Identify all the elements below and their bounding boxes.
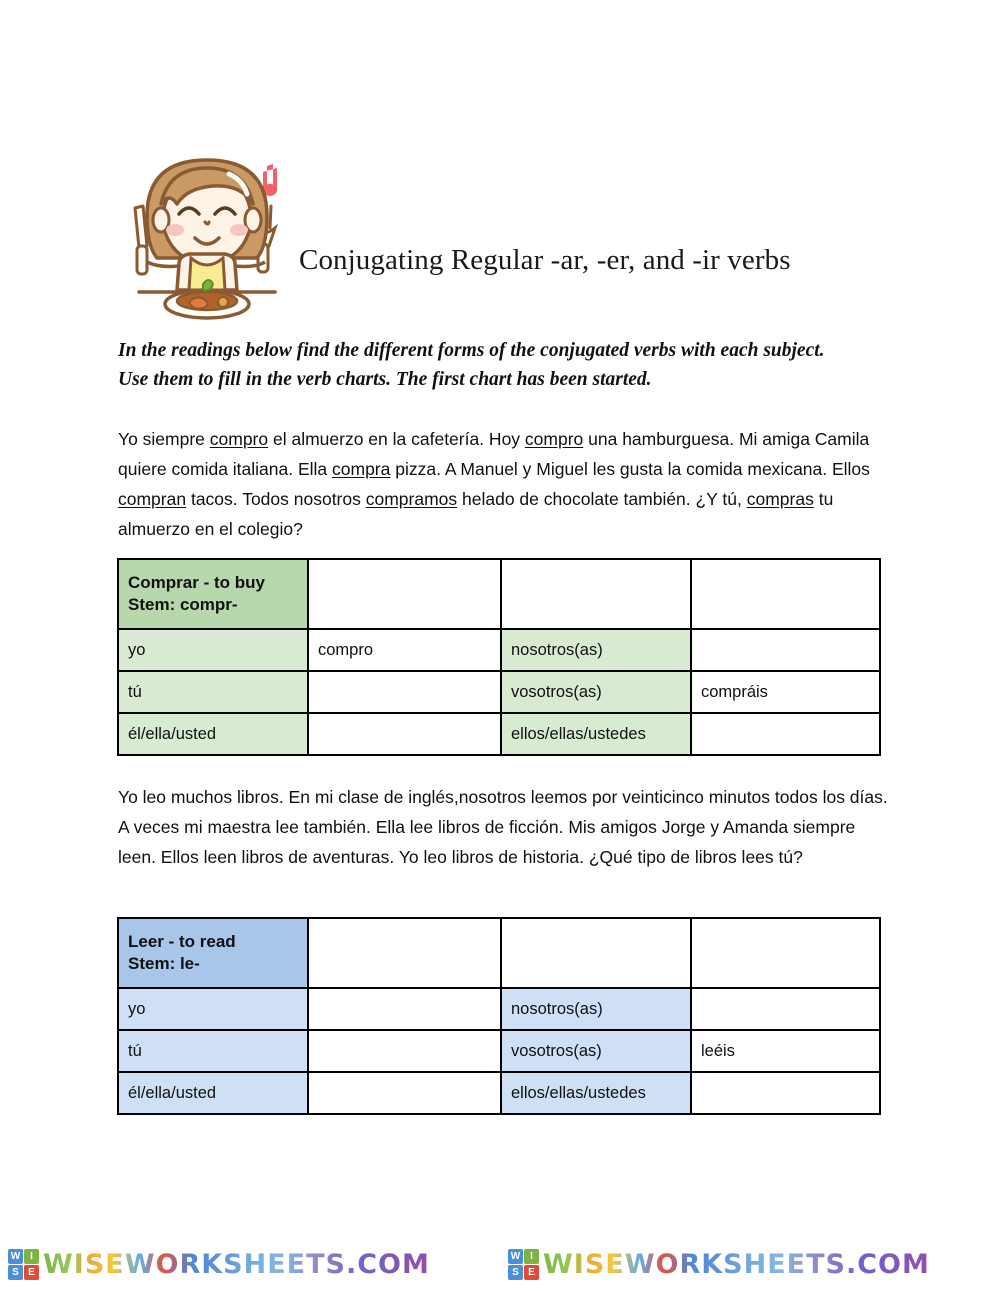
underlined-verb: compra	[332, 459, 391, 479]
logo-letter: W	[8, 1249, 23, 1264]
header-blank-cell[interactable]	[308, 559, 501, 629]
logo-letter: E	[524, 1265, 539, 1280]
header-blank-cell[interactable]	[501, 559, 691, 629]
subject-cell-vosotros: vosotros(as)	[501, 1030, 691, 1072]
subject-cell-yo: yo	[118, 988, 308, 1030]
instructions-text: In the readings below find the different forms of the conjugated verbs with each subject. Use them to fill in the verb charts. The first chart has been started.	[118, 340, 825, 390]
watermark-text: WISEWORKSHEETS.COM	[543, 1249, 930, 1280]
answer-cell-tu[interactable]	[308, 1030, 501, 1072]
subject-cell-el-ella-usted: él/ella/usted	[118, 1072, 308, 1114]
worksheet-header	[117, 142, 879, 327]
answer-cell-nosotros[interactable]	[691, 988, 880, 1030]
logo-letter: I	[24, 1249, 39, 1264]
watermark-text: WISEWORKSHEETS.COM	[43, 1249, 430, 1280]
verb-stem-line: Stem: compr-	[128, 595, 238, 614]
table-row	[118, 629, 880, 671]
verb-chart-title-cell	[118, 918, 308, 988]
footer-watermark	[0, 1238, 1000, 1291]
header-blank-cell[interactable]	[308, 918, 501, 988]
subject-cell-yo: yo	[118, 629, 308, 671]
logo-letter: I	[524, 1249, 539, 1264]
table-row	[118, 1030, 880, 1072]
answer-cell-yo[interactable]	[308, 988, 501, 1030]
header-blank-cell[interactable]	[691, 559, 880, 629]
passage-text: helado de chocolate también. ¿Y tú,	[457, 489, 747, 509]
passage-text: Yo leo muchos libros. En mi clase de inglés,nosotros leemos por veinticinco minutos todos los días. A veces mi maestra lee también. Ella lee libros de ficción. Mis amigos Jorge y Amanda siempre leen. Ellos leen libros de aventuras. Yo leo libros de historia. ¿Qué tipo de libros lees tú?	[118, 787, 888, 867]
watermark-unit	[0, 1249, 500, 1280]
passage-text: Yo siempre	[118, 429, 210, 449]
subject-cell-ellos-ellas-ustedes: ellos/ellas/ustedes	[501, 1072, 691, 1114]
verb-chart-title-cell	[118, 559, 308, 629]
answer-cell-vosotros[interactable]: leéis	[691, 1030, 880, 1072]
underlined-verb: compramos	[365, 489, 458, 509]
verb-stem-line: Stem: le-	[128, 954, 200, 973]
answer-cell-yo[interactable]: compro	[308, 629, 501, 671]
subject-cell-vosotros: vosotros(as)	[501, 671, 691, 713]
reading-passage-comprar	[118, 424, 893, 544]
table-row	[118, 988, 880, 1030]
watermark-unit	[500, 1249, 1000, 1280]
answer-cell-el-ella-usted[interactable]	[308, 1072, 501, 1114]
verb-title-line-1: Leer - to read	[128, 932, 236, 951]
verb-title-line-1: Comprar - to buy	[128, 573, 265, 592]
subject-cell-ellos-ellas-ustedes: ellos/ellas/ustedes	[501, 713, 691, 755]
logo-letter: E	[24, 1265, 39, 1280]
table-row	[118, 1072, 880, 1114]
answer-cell-ellos-ellas-ustedes[interactable]	[691, 1072, 880, 1114]
answer-cell-el-ella-usted[interactable]	[308, 713, 501, 755]
passage-text: tacos. Todos nosotros	[186, 489, 366, 509]
passage-text: el almuerzo en la cafetería. Hoy	[268, 429, 525, 449]
verb-chart-comprar	[117, 558, 881, 756]
reading-passage-leer	[118, 782, 893, 872]
subject-cell-el-ella-usted: él/ella/usted	[118, 713, 308, 755]
subject-cell-nosotros: nosotros(as)	[501, 988, 691, 1030]
answer-cell-nosotros[interactable]	[691, 629, 880, 671]
page-title: Conjugating Regular -ar, -er, and -ir verbs	[299, 244, 791, 276]
table-row	[118, 713, 880, 755]
passage-text: una hamburguesa. Mi amiga Camila quiere comida italiana. Ella	[118, 429, 870, 479]
verb-chart-leer	[117, 917, 881, 1115]
passage-text: tu almuerzo en el colegio?	[118, 489, 834, 539]
underlined-verb: compras	[746, 489, 814, 509]
subject-cell-tu: tú	[118, 671, 308, 713]
subject-cell-tu: tú	[118, 1030, 308, 1072]
answer-cell-vosotros[interactable]: compráis	[691, 671, 880, 713]
logo-letter: S	[508, 1265, 523, 1280]
underlined-verb: compro	[209, 429, 269, 449]
wiseworksheets-logo-icon	[508, 1249, 539, 1280]
subject-cell-nosotros: nosotros(as)	[501, 629, 691, 671]
logo-letter: W	[508, 1249, 523, 1264]
underlined-verb: compro	[524, 429, 584, 449]
header-blank-cell[interactable]	[691, 918, 880, 988]
answer-cell-tu[interactable]	[308, 671, 501, 713]
table-header-row	[118, 559, 880, 629]
header-blank-cell[interactable]	[501, 918, 691, 988]
table-row	[118, 671, 880, 713]
girl-eating-illustration	[117, 142, 297, 322]
answer-cell-ellos-ellas-ustedes[interactable]	[691, 713, 880, 755]
passage-text: pizza. A Manuel y Miguel les gusta la comida mexicana. Ellos	[390, 459, 870, 479]
logo-letter: S	[8, 1265, 23, 1280]
table-header-row	[118, 918, 880, 988]
wiseworksheets-logo-icon	[8, 1249, 39, 1280]
underlined-verb: compran	[118, 489, 187, 509]
